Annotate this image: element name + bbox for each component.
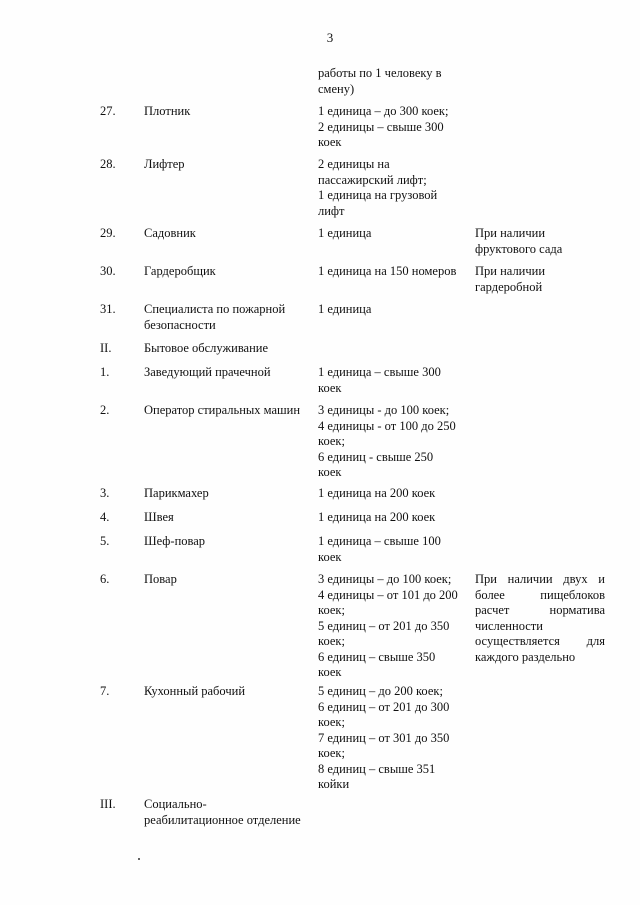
staffing-norm-line: койки bbox=[318, 777, 350, 791]
position-name-line: Социально- bbox=[144, 797, 207, 811]
staffing-norm-line: 6 единиц – от 201 до 300 bbox=[318, 699, 450, 714]
staffing-norm-line: 1 единица на 200 коек bbox=[318, 510, 436, 524]
staffing-norm-line: пассажирский лифт; bbox=[318, 172, 427, 187]
staffing-norm-line: 3 единицы - до 100 коек; bbox=[318, 403, 450, 417]
staffing-norm-line: 4 единицы – от 101 до 200 bbox=[318, 587, 458, 602]
continuation-line: смену) bbox=[318, 81, 355, 96]
staffing-norm-line: 1 единица на 200 коек bbox=[318, 486, 436, 500]
row-number: 4. bbox=[100, 510, 110, 524]
staffing-norm bbox=[318, 684, 470, 793]
position-name bbox=[144, 510, 310, 526]
row-note-line: При наличии bbox=[475, 226, 546, 240]
position-name-line: Гардеробщик bbox=[144, 264, 216, 278]
staffing-norm-line: 1 единица – свыше 300 bbox=[318, 365, 441, 379]
row-number: III. bbox=[100, 797, 116, 811]
position-name bbox=[144, 365, 310, 381]
position-name-line: Повар bbox=[144, 572, 177, 586]
staffing-norm-line: 6 единиц - свыше 250 bbox=[318, 449, 434, 464]
staffing-norm-line: коек; bbox=[318, 634, 345, 648]
position-name bbox=[144, 104, 310, 120]
position-name-line: Заведующий прачечной bbox=[144, 365, 271, 379]
staffing-norm-line: 1 единица bbox=[318, 226, 372, 240]
position-name-line: Кухонный рабочий bbox=[144, 684, 246, 698]
row-number: 1. bbox=[100, 365, 110, 379]
position-name bbox=[144, 486, 310, 502]
row-note-line: фруктового сада bbox=[475, 241, 563, 256]
staffing-norm-line: 1 единица на грузовой bbox=[318, 188, 438, 202]
staffing-norm-line: коек bbox=[318, 380, 342, 395]
row-number: 28. bbox=[100, 157, 116, 171]
staffing-norm-line: 5 единиц – до 200 коек; bbox=[318, 684, 443, 698]
row-number: 5. bbox=[100, 534, 110, 548]
row-number: 2. bbox=[100, 403, 110, 417]
position-name bbox=[144, 341, 310, 357]
position-name-line: реабилитационное отделение bbox=[144, 812, 301, 827]
position-name-line: Бытовое обслуживание bbox=[144, 341, 269, 355]
position-name-line: Оператор стиральных машин bbox=[144, 403, 301, 417]
staffing-norm bbox=[318, 486, 470, 502]
staffing-norm-line: коек; bbox=[318, 715, 345, 729]
staffing-norm-line: 6 единиц – свыше 350 bbox=[318, 649, 436, 664]
row-number: 6. bbox=[100, 572, 110, 586]
staffing-norm-line: коек bbox=[318, 665, 342, 679]
row-note-line: гардеробной bbox=[475, 279, 543, 294]
row-number: 3. bbox=[100, 486, 110, 500]
row-number: 27. bbox=[100, 104, 116, 118]
staffing-norm bbox=[318, 264, 470, 280]
position-name-line: Специалиста по пожарной bbox=[144, 302, 286, 316]
page-number: 3 bbox=[326, 30, 334, 45]
position-name bbox=[144, 157, 310, 173]
row-number: II. bbox=[100, 341, 112, 355]
position-name-line: Парикмахер bbox=[144, 486, 209, 500]
staffing-norm-line: 3 единицы – до 100 коек; bbox=[318, 572, 452, 586]
staffing-norm bbox=[318, 104, 470, 151]
position-name bbox=[144, 572, 310, 588]
position-name-line: Садовник bbox=[144, 226, 196, 240]
staffing-norm-line: 1 единица bbox=[318, 302, 372, 316]
row-number: 31. bbox=[100, 302, 116, 316]
staffing-norm-line: коек bbox=[318, 549, 342, 564]
staffing-norm-line: коек; bbox=[318, 603, 345, 617]
staffing-norm-line: лифт bbox=[318, 203, 345, 218]
position-name-line: Плотник bbox=[144, 104, 191, 118]
position-name bbox=[144, 302, 310, 333]
staffing-norm-line: коек; bbox=[318, 434, 345, 448]
staffing-norm-line: 5 единиц – от 201 до 350 bbox=[318, 618, 450, 633]
staffing-norm-line: 1 единица – свыше 100 bbox=[318, 534, 441, 548]
staffing-norm-line: 2 единицы на bbox=[318, 157, 390, 171]
position-name bbox=[144, 684, 310, 700]
staffing-norm-line: 1 единица – до 300 коек; bbox=[318, 104, 449, 118]
staffing-norm bbox=[318, 226, 470, 242]
row-number: 30. bbox=[100, 264, 116, 278]
row-note: При наличии двух и более пищеблоков расчет норматива численности осуществляется для каждого раздельно bbox=[475, 572, 605, 664]
continuation-line: работы по 1 человеку в bbox=[318, 66, 442, 80]
position-name-line: Лифтер bbox=[144, 157, 185, 171]
position-name bbox=[144, 264, 310, 280]
staffing-norm bbox=[318, 510, 470, 526]
staffing-norm-line: 4 единицы - от 100 до 250 bbox=[318, 418, 456, 433]
staffing-norm bbox=[318, 534, 470, 565]
position-name bbox=[144, 226, 310, 242]
position-name-line: Швея bbox=[144, 510, 174, 524]
staffing-norm bbox=[318, 403, 470, 481]
row-number: 29. bbox=[100, 226, 116, 240]
staffing-norm-line: 1 единица на 150 номеров bbox=[318, 264, 457, 278]
row-note-line: При наличии bbox=[475, 264, 546, 278]
position-name-line: Шеф-повар bbox=[144, 534, 206, 548]
staffing-norm-line: коек; bbox=[318, 746, 345, 760]
staffing-norm bbox=[318, 157, 470, 219]
position-name bbox=[144, 534, 310, 550]
scan-speck bbox=[138, 858, 140, 860]
staffing-norm bbox=[318, 302, 470, 318]
continuation-text bbox=[318, 66, 470, 97]
staffing-norm-line: 8 единиц – свыше 351 bbox=[318, 761, 436, 776]
staffing-norm-line: 2 единицы – свыше 300 bbox=[318, 119, 444, 134]
staffing-norm-line: коек bbox=[318, 135, 342, 149]
row-number: 7. bbox=[100, 684, 110, 698]
position-name bbox=[144, 797, 310, 828]
staffing-norm-line: коек bbox=[318, 465, 342, 479]
staffing-norm bbox=[318, 572, 470, 681]
position-name bbox=[144, 403, 310, 419]
row-note bbox=[475, 226, 605, 257]
position-name-line: безопасности bbox=[144, 317, 216, 332]
staffing-norm bbox=[318, 365, 470, 396]
row-note bbox=[475, 264, 605, 295]
staffing-norm-line: 7 единиц – от 301 до 350 bbox=[318, 730, 450, 745]
